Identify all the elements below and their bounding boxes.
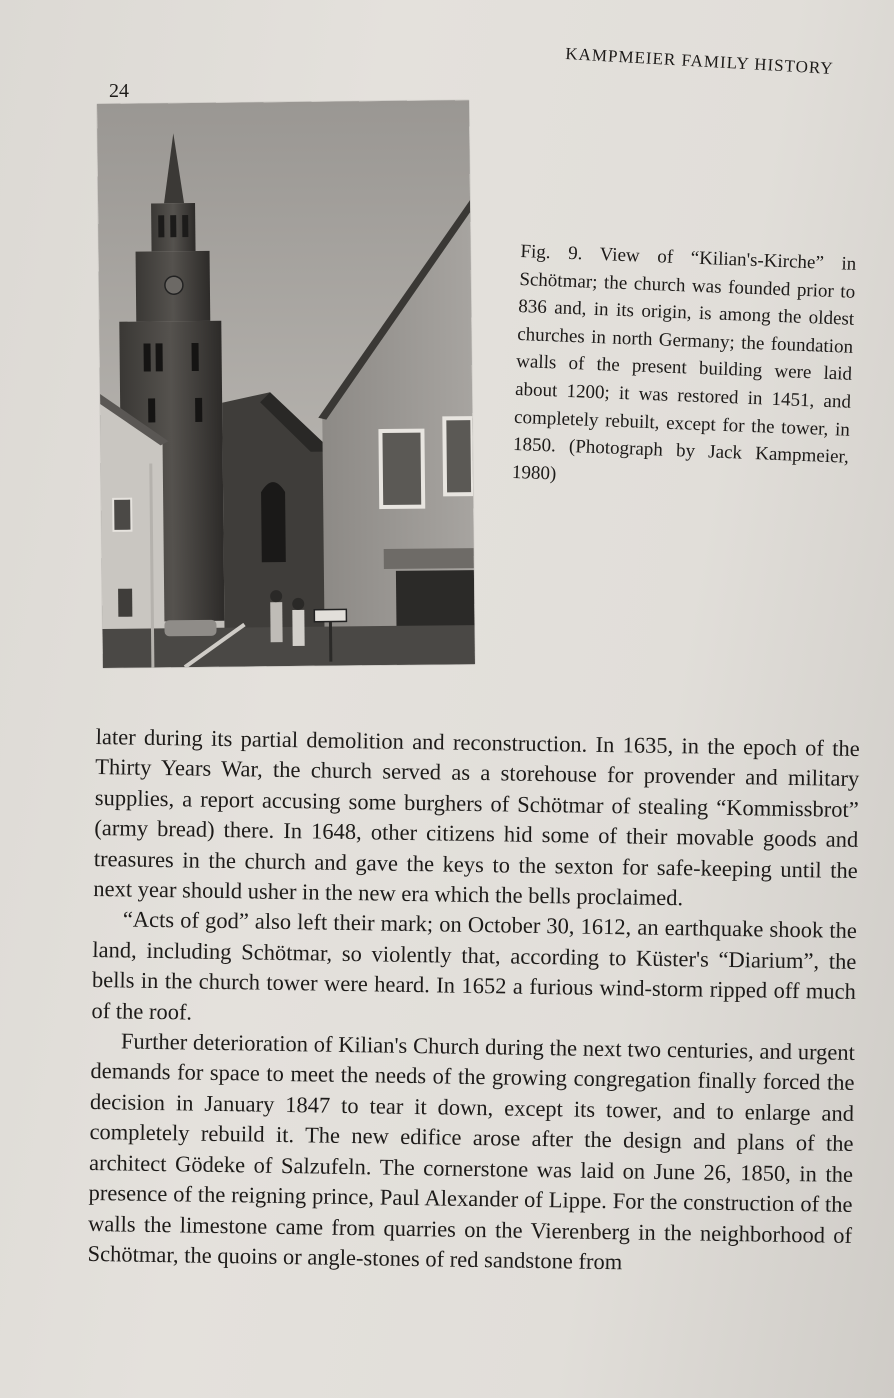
paragraph: Further deterioration of Kilian's Church during the next two centuries, and urgent demands for space to meet the needs of the growing congregation finally forced the decision in January 1847 to tear it down, except its tower, and to enlarge and completely rebuild it. The new edifice arose after the design and plans of the architect Gödeke of Salzufeln. The cornerstone was laid on June 26, 1850, in the presence of the reigning prince, Paul Alexander of Lippe. For the construction of the walls the limestone came from quarries on the Vierenberg in the neighborhood of Schötmar, the quoins or angle-stones of red sandstone from (87, 1028, 856, 1275)
running-head: KAMPMEIER FAMILY HISTORY (564, 44, 835, 78)
figure-caption: Fig. 9. View of “Kilian's-Kirche” in Schötmar; the church was founded prior to 836 and, in its origin, is among the oldest churches in north Germany; the foundation walls of the present building were laid about 1200; it was restored in 1451, and completely rebuilt, except for the tower, in 1850. (Photograph by Jack Kampmeier, 1980) (511, 240, 857, 485)
page-number: 24 (109, 80, 129, 102)
paragraph: “Acts of god” also left their mark; on October 30, 1612, an earthquake shook the land, including Schötmar, so violently that, according to Küster's “Diarium”, the bells in the church tower were heard. In 1652 a furious wind-storm ripped off much of the roof. (91, 906, 858, 1025)
body-text (87, 722, 860, 1281)
church-photograph (97, 100, 475, 668)
paragraph: later during its partial demolition and reconstruction. In 1635, in the epoch of the Thirty Years War, the church served as a storehouse for provender and military supplies, a report accusing some burghers of Schötmar of stealing “Kommissbrot” (army bread) there. In 1648, other citizens hid some of their movable goods and treasures in the church and gave the keys to the sexton for safe-keeping until the next year should usher in the new era which the bells proclaimed. (93, 723, 860, 911)
